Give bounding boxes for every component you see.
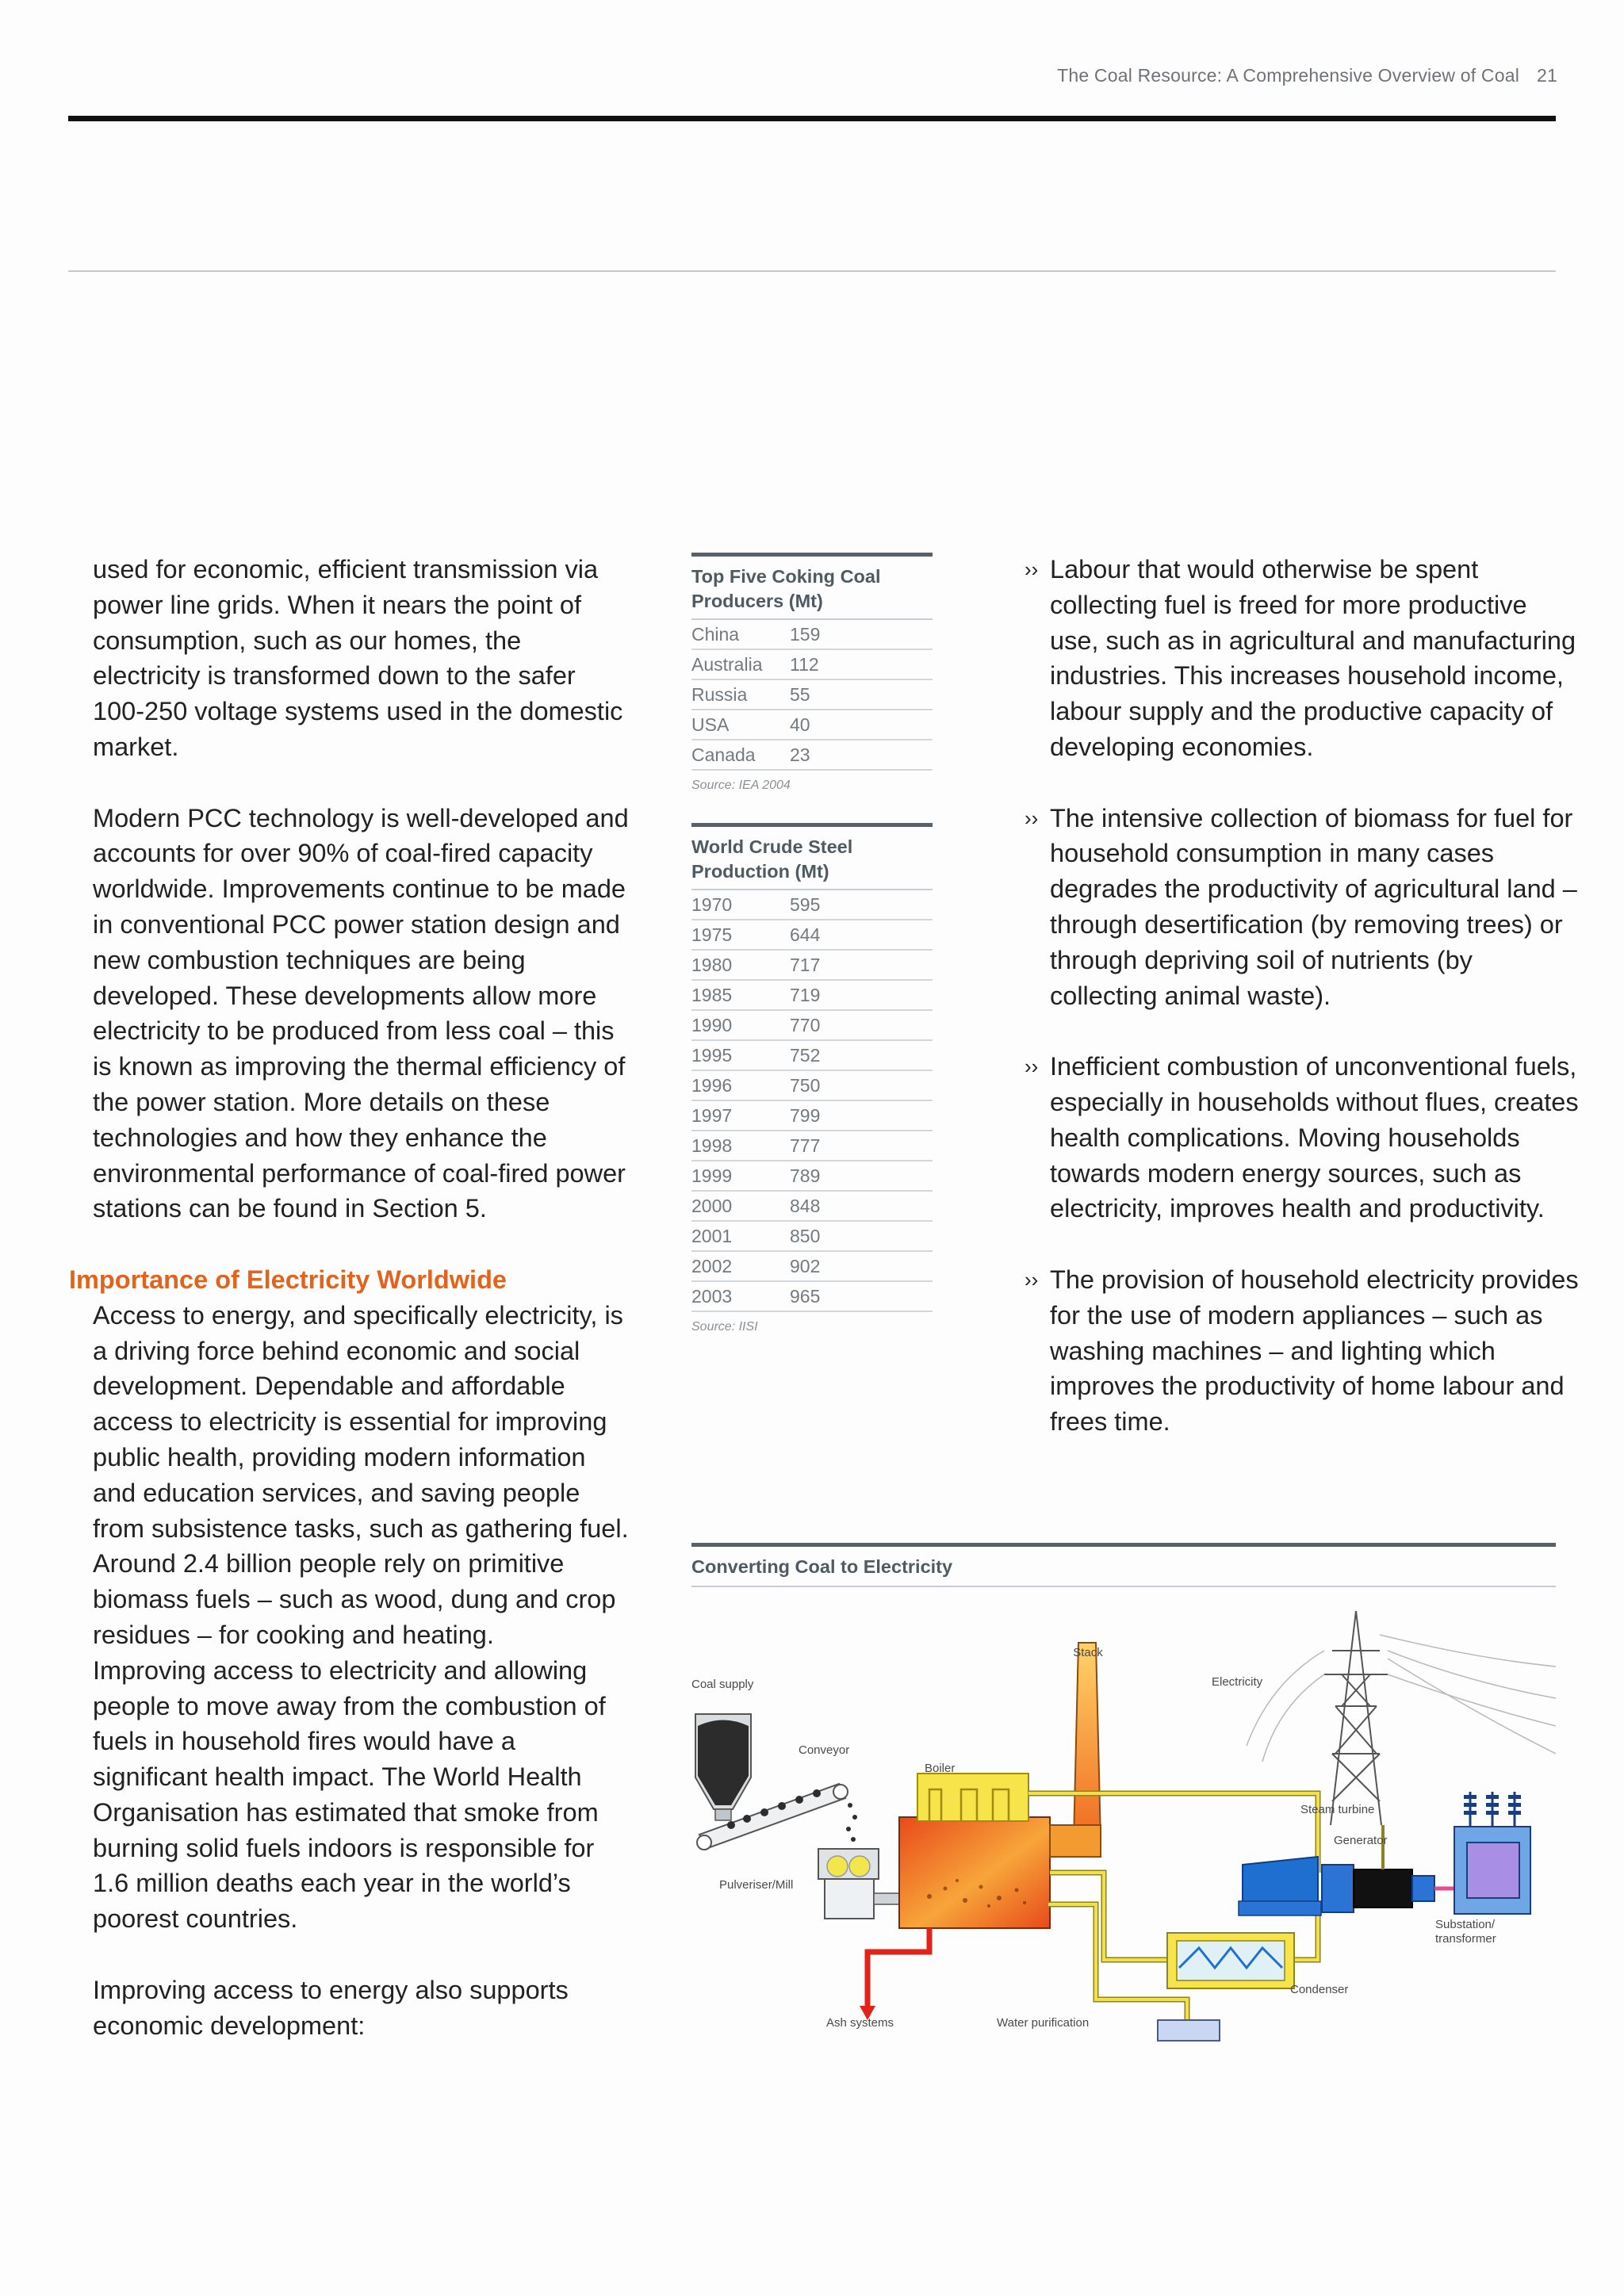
table-cell-label: 2002 (691, 1256, 733, 1276)
table-row (691, 890, 933, 920)
figure-caption: Converting Coal to Electricity (691, 1547, 1556, 1587)
paragraph: Modern PCC technology is well-developed and accounts for over 90% of coal-fired capacity worldwide. Improvements continue to be made in conventional PCC power station design and new combustion techniques are being developed. These developments allow more electricity to be produced from less coal – this is known as improving the thermal efficiency of the power station. More details on these technologies and how they enhance the environmental performance of coal-fired power stations can be found in Section 5. (93, 803, 629, 1223)
table-cell-value: 850 (790, 1226, 821, 1246)
table-row (691, 650, 933, 680)
bullet-text: Labour that would otherwise be spent collecting fuel is freed for more productive use, such as in agricultural and manufacturing industries. This increases household income, labour supply and the productive capacity of developing economies. (1050, 555, 1576, 761)
table-cell-value: 644 (790, 924, 821, 945)
water-purification-tank (1158, 2020, 1220, 2041)
table-row (691, 1222, 933, 1252)
pulveriser-mill (818, 1849, 906, 1919)
bullet-marker: ›› (1025, 806, 1039, 830)
power-lines (1247, 1635, 1556, 1762)
table-cell-label: 1985 (691, 985, 733, 1005)
table-cell-label: 2003 (691, 1286, 733, 1307)
table-caption: World Crude Steel Production (Mt) (691, 827, 933, 890)
divider-rule (68, 270, 1556, 272)
table-source: Source: IISI (691, 1320, 758, 1334)
table-cell-label: 2001 (691, 1226, 733, 1246)
table-cell-label: 1990 (691, 1015, 733, 1035)
table-cell-value: 750 (790, 1075, 821, 1096)
table-body (691, 620, 933, 771)
paragraph: Improving access to electricity and allowing people to move away from the combustion of fuels in household fires would have a significant health impact. The World Health Organisation has estimated that smoke from burning solid fuels indoors is responsible for 1.6 million deaths each year in the world’s poorest countries. (93, 1655, 606, 1934)
table-row (691, 1011, 933, 1041)
label-electricity: Electricity (1212, 1675, 1263, 1689)
bullet-text: Inefficient combustion of unconventional fuels, especially in households without flues, creates health complications. Moving households towards modern energy sources, such as electricity, improves health and productivity. (1050, 1052, 1579, 1223)
label-pulveriser: Pulveriser/Mill (719, 1878, 794, 1892)
condenser (1167, 1933, 1294, 1988)
right-column (1025, 552, 1580, 1475)
bullet-item (1025, 552, 1580, 765)
table-row (691, 920, 933, 951)
table-cell-value: 777 (790, 1135, 821, 1156)
coal-hopper (695, 1714, 751, 1820)
table-cell-label: China (691, 624, 740, 645)
table-row (691, 951, 933, 981)
table-cell-value: 752 (790, 1045, 821, 1066)
table-row (691, 1101, 933, 1131)
table-cell-value: 23 (790, 744, 810, 765)
running-header (1057, 65, 1557, 86)
paragraph: Improving access to energy also supports economic development: (93, 1975, 569, 2040)
table-cell-value: 40 (790, 714, 810, 735)
header-rule (68, 116, 1556, 121)
table-cell-value: 770 (790, 1015, 821, 1035)
label-water-purification: Water purification (997, 2016, 1090, 2030)
table-body (691, 890, 933, 1312)
coking-coal-table (691, 553, 933, 793)
stack (1050, 1643, 1101, 1857)
section-heading: Importance of Electricity Worldwide (69, 1265, 508, 1294)
page-number: 21 (1537, 65, 1557, 86)
table-row (691, 740, 933, 771)
table-cell-value: 595 (790, 894, 821, 915)
table-row (691, 680, 933, 710)
steam-turbine (1239, 1857, 1321, 1915)
boiler (899, 1774, 1050, 1928)
ash-pipe (868, 1928, 929, 2007)
running-title: The Coal Resource: A Comprehensive Overview of Coal (1057, 65, 1520, 86)
generator (1322, 1865, 1434, 1912)
label-transformer: transformer (1435, 1932, 1496, 1946)
bullet-text: The intensive collection of biomass for fuel for household consumption in many cases degrades the productivity of agricultural land – through desertification (by removing trees) or through depriving soil of nutrients (by collecting animal waste). (1050, 803, 1577, 1010)
bullet-text: The provision of household electricity provides for the use of modern appliances – such as washing machines – and lighting which improves the productivity of home labour and frees time. (1050, 1265, 1579, 1437)
left-column (69, 552, 632, 2079)
table-row (691, 620, 933, 650)
label-boiler: Boiler (925, 1762, 956, 1775)
table-cell-label: 1970 (691, 894, 733, 915)
label-generator: Generator (1334, 1834, 1388, 1847)
power-plant-diagram (691, 1587, 1556, 2047)
table-cell-label: Canada (691, 744, 756, 765)
table-row (691, 1192, 933, 1222)
table-row (691, 710, 933, 740)
table-cell-label: USA (691, 714, 730, 735)
table-cell-label: 1980 (691, 955, 733, 975)
table-cell-value: 112 (790, 654, 819, 675)
table-row (691, 1161, 933, 1192)
table-row (691, 1041, 933, 1071)
table-cell-value: 55 (790, 684, 810, 705)
table-cell-value: 902 (790, 1256, 821, 1276)
coal-to-electricity-figure (691, 1543, 1556, 2047)
paragraph: used for economic, efficient transmission via power line grids. When it nears the point of consumption, such as our homes, the electricity is transformed down to the safer 100-250 voltage systems used in the domestic market. (93, 555, 623, 761)
label-steam-turbine: Steam turbine (1300, 1803, 1375, 1816)
table-cell-value: 965 (790, 1286, 821, 1307)
bullet-item (1025, 1049, 1580, 1226)
substation (1434, 1792, 1530, 1914)
bullet-marker: ›› (1025, 557, 1039, 581)
table-cell-label: 1975 (691, 924, 733, 945)
table-cell-value: 848 (790, 1196, 821, 1216)
table-source: Source: IEA 2004 (691, 779, 791, 792)
table-cell-value: 799 (790, 1105, 821, 1126)
crude-steel-table (691, 823, 933, 1334)
table-cell-value: 719 (790, 985, 821, 1005)
label-ash-systems: Ash systems (826, 2016, 894, 2030)
bullet-item (1025, 801, 1580, 1014)
label-conveyor: Conveyor (799, 1743, 850, 1757)
label-condenser: Condenser (1290, 1983, 1349, 1996)
paragraph: Access to energy, and specifically electricity, is a driving force behind economic and social development. Dependable and affordable access to electricity is essential for improving public health, providing modern information and education services, and saving people from subsistence tasks, such as gathering fuel. Around 2.4 billion people rely on primitive biomass fuels – such as wood, dung and crop residues – for cooking and heating. (93, 1300, 629, 1649)
bullet-marker: ›› (1025, 1267, 1039, 1292)
table-cell-label: Australia (691, 654, 763, 675)
table-cell-value: 717 (790, 955, 821, 975)
table-row (691, 1131, 933, 1161)
table-cell-label: 1996 (691, 1075, 733, 1096)
bullet-marker: ›› (1025, 1054, 1039, 1079)
table-cell-value: 789 (790, 1165, 821, 1186)
bullet-item (1025, 1262, 1580, 1440)
table-row (691, 1071, 933, 1101)
pylon-icon (1324, 1611, 1388, 1825)
table-cell-label: Russia (691, 684, 748, 705)
table-caption: Top Five Coking Coal Producers (Mt) (691, 557, 933, 620)
table-cell-label: 1997 (691, 1105, 733, 1126)
table-cell-label: 1998 (691, 1135, 733, 1156)
table-row (691, 1252, 933, 1282)
table-cell-value: 159 (790, 624, 821, 645)
table-row (691, 1282, 933, 1312)
table-cell-label: 1995 (691, 1045, 733, 1066)
table-cell-label: 2000 (691, 1196, 733, 1216)
label-coal-supply: Coal supply (691, 1678, 754, 1691)
table-cell-label: 1999 (691, 1165, 733, 1186)
label-stack: Stack (1073, 1646, 1103, 1659)
table-row (691, 981, 933, 1011)
label-substation: Substation/ (1435, 1918, 1496, 1931)
